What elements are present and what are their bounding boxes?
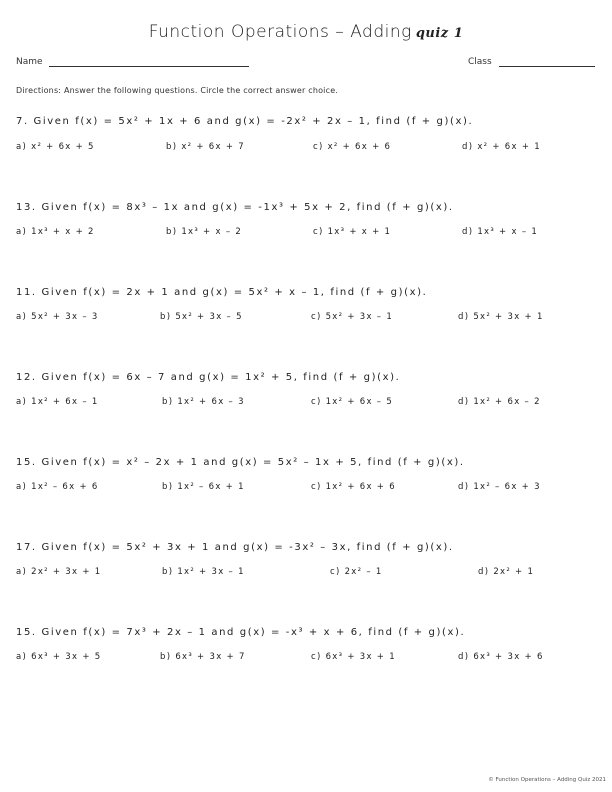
name-label: Name bbox=[16, 57, 43, 67]
choice-b[interactable]: b) x² + 6x + 7 bbox=[166, 142, 245, 152]
choice-c[interactable]: c) 6x³ + 3x + 1 bbox=[311, 652, 396, 662]
choice-d[interactable]: d) 5x² + 3x + 1 bbox=[458, 312, 544, 322]
question-prompt: 17. Given f(x) = 5x² + 3x + 1 and g(x) = -3x² – 3x, find (f + g)(x). bbox=[16, 542, 454, 553]
choice-a[interactable]: a) 1x² + 6x – 1 bbox=[16, 397, 99, 407]
choice-d[interactable]: d) 1x² + 6x – 2 bbox=[458, 397, 541, 407]
title-text: Function Operations – Adding bbox=[148, 22, 412, 42]
class-field[interactable] bbox=[499, 56, 595, 67]
directions: Directions: Answer the following questions. Circle the correct answer choice. bbox=[16, 86, 339, 95]
page-title bbox=[0, 22, 612, 42]
choice-c[interactable]: c) 1x² + 6x + 6 bbox=[311, 482, 396, 492]
question-prompt: 7. Given f(x) = 5x² + 1x + 6 and g(x) = -2x² + 2x – 1, find (f + g)(x). bbox=[16, 116, 474, 127]
question-prompt: 11. Given f(x) = 2x + 1 and g(x) = 5x² + x – 1, find (f + g)(x). bbox=[16, 287, 428, 298]
choice-d[interactable]: d) 1x³ + x – 1 bbox=[462, 227, 539, 237]
choice-c[interactable]: c) x² + 6x + 6 bbox=[313, 142, 392, 152]
class-label: Class bbox=[468, 57, 492, 67]
choice-a[interactable]: a) 2x² + 3x + 1 bbox=[16, 567, 102, 577]
choice-d[interactable]: d) 6x³ + 3x + 6 bbox=[458, 652, 544, 662]
choice-b[interactable]: b) 1x² + 6x – 3 bbox=[162, 397, 245, 407]
choice-d[interactable]: d) 1x² – 6x + 3 bbox=[458, 482, 541, 492]
choice-a[interactable]: a) 1x² – 6x + 6 bbox=[16, 482, 99, 492]
choice-a[interactable]: a) 6x³ + 3x + 5 bbox=[16, 652, 102, 662]
name-field-row bbox=[16, 56, 249, 67]
choice-c[interactable]: c) 1x³ + x + 1 bbox=[313, 227, 392, 237]
question-prompt: 13. Given f(x) = 8x³ – 1x and g(x) = -1x³ + 5x + 2, find (f + g)(x). bbox=[16, 202, 454, 213]
footer-credit: © Function Operations – Adding Quiz 2021 bbox=[488, 777, 606, 783]
choice-b[interactable]: b) 5x² + 3x – 5 bbox=[160, 312, 243, 322]
choice-c[interactable]: c) 2x² – 1 bbox=[330, 567, 383, 577]
choice-a[interactable]: a) 1x³ + x + 2 bbox=[16, 227, 95, 237]
question-prompt: 12. Given f(x) = 6x – 7 and g(x) = 1x² + 5, find (f + g)(x). bbox=[16, 372, 401, 383]
choice-d[interactable]: d) 2x² + 1 bbox=[478, 567, 535, 577]
choice-b[interactable]: b) 1x² + 3x – 1 bbox=[162, 567, 245, 577]
choice-d[interactable]: d) x² + 6x + 1 bbox=[462, 142, 541, 152]
name-field[interactable] bbox=[49, 56, 249, 67]
question-prompt: 15. Given f(x) = 7x³ + 2x – 1 and g(x) = -x³ + x + 6, find (f + g)(x). bbox=[16, 627, 466, 638]
choice-a[interactable]: a) x² + 6x + 5 bbox=[16, 142, 95, 152]
choice-b[interactable]: b) 6x³ + 3x + 7 bbox=[160, 652, 246, 662]
choice-b[interactable]: b) 1x² – 6x + 1 bbox=[162, 482, 245, 492]
choice-c[interactable]: c) 1x² + 6x – 5 bbox=[311, 397, 394, 407]
question-prompt: 15. Given f(x) = x² – 2x + 1 and g(x) = 5x² – 1x + 5, find (f + g)(x). bbox=[16, 457, 465, 468]
choice-c[interactable]: c) 5x² + 3x – 1 bbox=[311, 312, 394, 322]
choice-a[interactable]: a) 5x² + 3x – 3 bbox=[16, 312, 99, 322]
quiz-handwritten-mark: quiz 1 bbox=[415, 26, 464, 41]
class-field-row bbox=[468, 56, 595, 67]
choice-b[interactable]: b) 1x³ + x – 2 bbox=[166, 227, 243, 237]
